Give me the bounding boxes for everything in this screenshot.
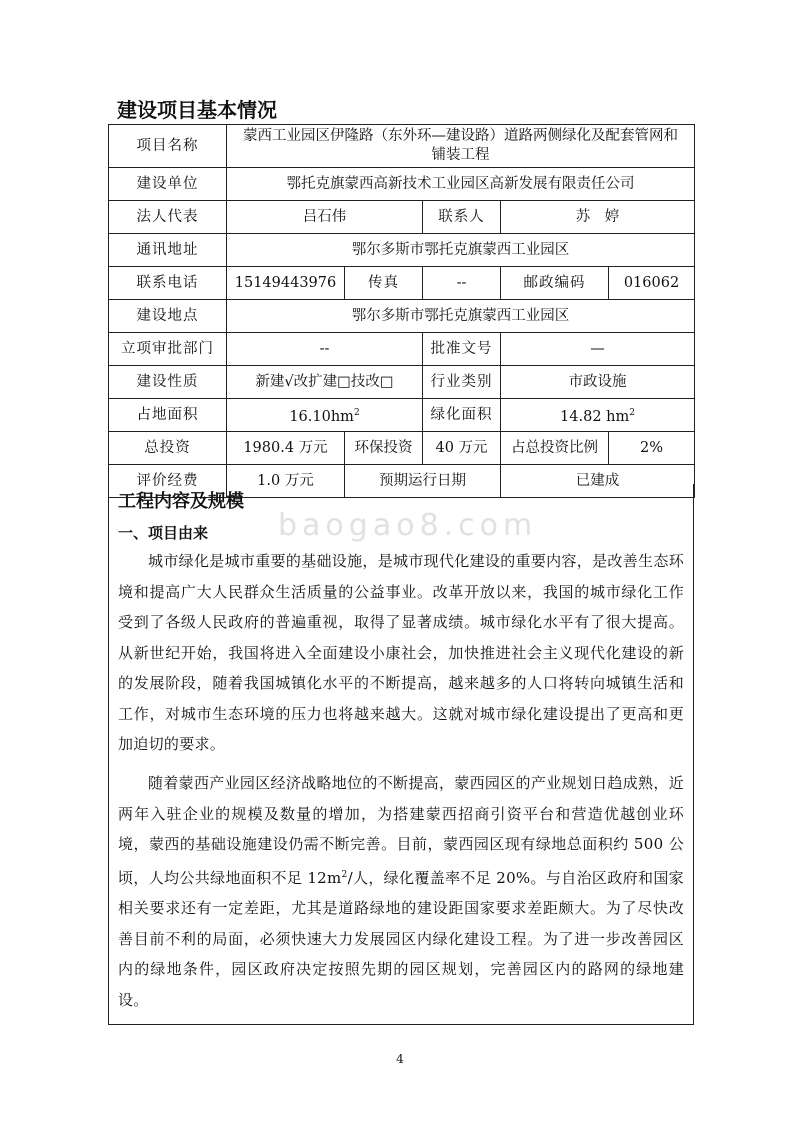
paragraph [118,768,684,1015]
watermark: baogao8.com [278,508,538,543]
paragraph-text-a: 随着蒙西产业园区经济战略地位的不断提高，蒙西园区的产业规划日趋成熟，近两年入驻企业的规模及数量的增加，为搭建蒙西招商引资平台和营造优越创业环境，蒙西的基础设施建设仍需不断完善。目前，蒙西园区现有绿地总面积约 500 公顷，人均公共绿地面积不足 12m [118,774,684,887]
page-title: 建设项目基本情况 [117,98,277,122]
approval-dept-label: 立项审批部门 [109,333,227,366]
env-invest-label: 环保投资 [345,432,423,465]
table-row [109,168,695,201]
industry-label: 行业类别 [423,366,501,399]
table-row [109,267,695,300]
green-area-value [501,399,695,432]
approval-no-label: 批准文号 [423,333,501,366]
section-title: 工程内容及规模 [118,491,244,512]
subsection-title: 一、项目由来 [118,524,209,542]
unit-exponent: 2 [341,869,348,880]
table-row [109,234,695,267]
fax-value: -- [423,267,501,300]
contact-label: 联系人 [423,201,501,234]
project-name-label: 项目名称 [109,125,227,168]
builder-label: 建设单位 [109,168,227,201]
legal-rep-label: 法人代表 [109,201,227,234]
approval-dept-value: -- [227,333,423,366]
legal-rep-value: 吕石伟 [227,201,423,234]
area-value [227,399,423,432]
site-label: 建设地点 [109,300,227,333]
table-row [109,125,695,168]
area-unit-exponent: 2 [353,407,360,418]
site-value: 鄂尔多斯市鄂托克旗蒙西工业园区 [227,300,695,333]
paragraph-text-b: /人，绿化覆盖率不足 20%。与自治区政府和国家相关要求还有一定差距，尤其是道路绿地的建设距国家要求差距颇大。为了尽快改善目前不利的局面，必须快速大力发展园区内绿化建设工程。为了进一步改善园区内的绿地条件，园区政府决定按照先期的园区规划，完善园区内的路网的绿地建设。 [118,868,684,1009]
table-row [109,399,695,432]
op-date-label: 预期运行日期 [345,465,501,498]
table-row [109,333,695,366]
table-row [109,300,695,333]
nature-value: 新建√改扩建□技改□ [227,366,423,399]
table-row [109,201,695,234]
industry-value: 市政设施 [501,366,695,399]
paragraph: 城市绿化是城市重要的基础设施，是城市现代化建设的重要内容，是改善生态环境和提高广大人民群众生活质量的公益事业。改革开放以来，我国的城市绿化工作受到了各级人民政府的普遍重视，取得了显著成绩。城市绿化水平有了很大提高。从新世纪开始，我国将进入全面建设小康社会，加快推进社会主义现代化建设的新的发展阶段，随着我国城镇化水平的不断提高，越来越多的人口将转向城镇生活和工作，对城市生态环境的压力也将越来越大。这就对城市绿化建设提出了更高和更加迫切的要求。 [118,552,684,753]
eval-fee-label: 评价经费 [109,465,227,498]
address-value: 鄂尔多斯市鄂托克旗蒙西工业园区 [227,234,695,267]
green-area-unit-exponent: 2 [629,407,635,418]
investment-value: 1980.4 万元 [227,432,345,465]
table-row [109,366,695,399]
builder-value: 鄂托克旗蒙西高新技术工业园区高新发展有限责任公司 [227,168,695,201]
project-name-value: 蒙西工业园区伊隆路（东外环—建设路）道路两侧绿化及配套管网和铺装工程 [227,125,695,168]
nature-label: 建设性质 [109,366,227,399]
postcode-label: 邮政编码 [501,267,609,300]
phone-label: 联系电话 [109,267,227,300]
env-invest-value: 40 万元 [423,432,501,465]
phone-value: 15149443976 [227,267,345,300]
area-number: 16.10hm [289,408,354,425]
ratio-value: 2% [609,432,695,465]
green-area-number: 14.82 hm [560,408,630,425]
postcode-value: 016062 [609,267,695,300]
content-section [108,484,694,1025]
op-date-value: 已建成 [501,465,695,498]
page-number: 4 [396,1052,404,1066]
ratio-label: 占总投资比例 [501,432,609,465]
investment-label: 总投资 [109,432,227,465]
area-label: 占地面积 [109,399,227,432]
approval-no-value: — [501,333,695,366]
address-label: 通讯地址 [109,234,227,267]
project-info-table [108,124,695,498]
table-row [109,432,695,465]
eval-fee-value: 1.0 万元 [227,465,345,498]
green-area-label: 绿化面积 [423,399,501,432]
fax-label: 传真 [345,267,423,300]
contact-value: 苏 婷 [501,201,695,234]
